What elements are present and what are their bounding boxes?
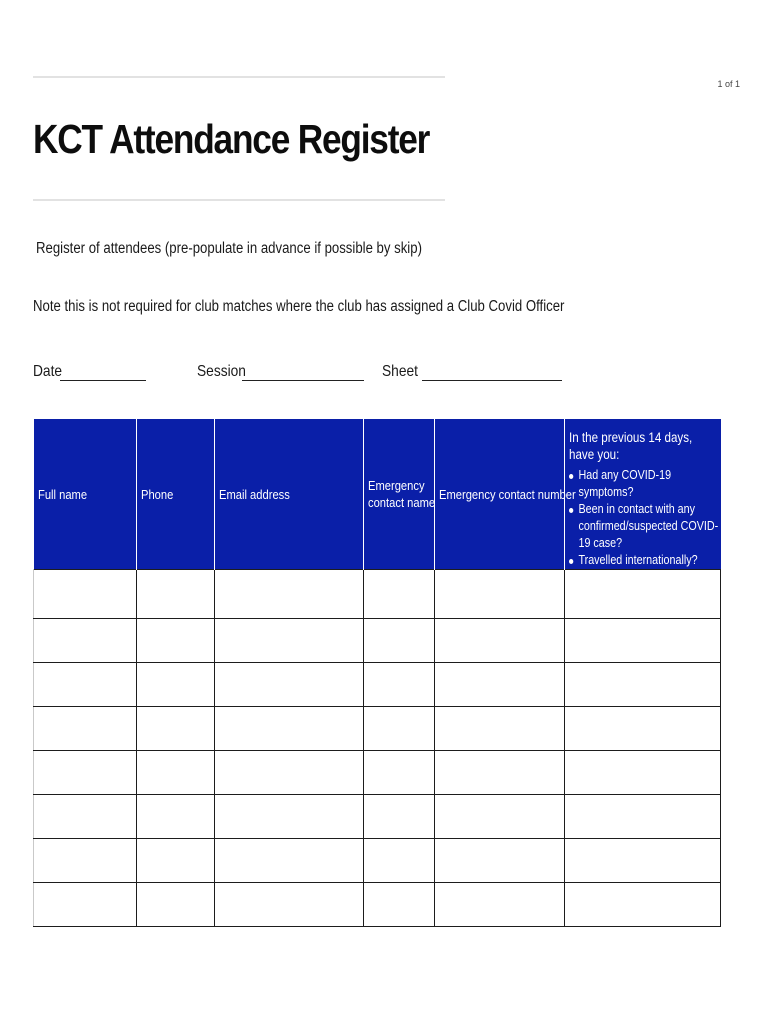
email-cell[interactable] xyxy=(215,707,364,751)
table-row xyxy=(34,751,721,795)
page-number: 1 of 1 xyxy=(717,79,740,89)
register-description: Register of attendees (pre-populate in advance if possible by skip) xyxy=(36,240,422,257)
header-phone: Phone xyxy=(137,419,215,570)
covid-answer-cell[interactable] xyxy=(565,883,721,927)
session-field[interactable] xyxy=(197,362,364,381)
table-row xyxy=(34,883,721,927)
emergency-name-cell[interactable] xyxy=(364,751,435,795)
emergency-number-cell[interactable] xyxy=(435,619,565,663)
table-row xyxy=(34,619,721,663)
full-name-cell[interactable] xyxy=(34,570,137,619)
covid-answer-cell[interactable] xyxy=(565,707,721,751)
phone-cell[interactable] xyxy=(137,795,215,839)
emergency-name-cell[interactable] xyxy=(364,883,435,927)
emergency-name-cell[interactable] xyxy=(364,707,435,751)
covid-question-contact: Been in contact with any confirmed/suspected COVID-19 case? xyxy=(569,501,720,552)
document-title: KCT Attendance Register xyxy=(33,116,430,162)
full-name-cell[interactable] xyxy=(34,839,137,883)
phone-cell[interactable] xyxy=(137,839,215,883)
phone-cell[interactable] xyxy=(137,619,215,663)
full-name-cell[interactable] xyxy=(34,795,137,839)
email-cell[interactable] xyxy=(215,619,364,663)
covid-answer-cell[interactable] xyxy=(565,839,721,883)
email-cell[interactable] xyxy=(215,839,364,883)
covid-answer-cell[interactable] xyxy=(565,663,721,707)
date-label: Date xyxy=(33,363,63,380)
header-emergency-contact-name: Emergency contact name xyxy=(364,419,435,570)
header-email-address: Email address xyxy=(215,419,364,570)
full-name-cell[interactable] xyxy=(34,663,137,707)
emergency-number-cell[interactable] xyxy=(435,795,565,839)
phone-cell[interactable] xyxy=(137,663,215,707)
header-covid-questions xyxy=(565,419,721,570)
email-cell[interactable] xyxy=(215,570,364,619)
covid-question-travel: Travelled internationally? xyxy=(569,552,720,569)
covid-answer-cell[interactable] xyxy=(565,751,721,795)
covid-question-list xyxy=(569,467,720,569)
emergency-number-cell[interactable] xyxy=(435,570,565,619)
emergency-number-cell[interactable] xyxy=(435,663,565,707)
header-emergency-contact-number: Emergency contact number xyxy=(435,419,565,570)
covid-answer-cell[interactable] xyxy=(565,619,721,663)
emergency-name-cell[interactable] xyxy=(364,839,435,883)
phone-cell[interactable] xyxy=(137,570,215,619)
covid-question-symptoms: Had any COVID-19 symptoms? xyxy=(569,467,720,501)
sheet-label: Sheet xyxy=(382,363,418,380)
email-cell[interactable] xyxy=(215,795,364,839)
table-row xyxy=(34,795,721,839)
session-label: Session xyxy=(197,363,246,380)
attendee-rows xyxy=(34,570,721,927)
sheet-field[interactable] xyxy=(382,362,562,381)
phone-cell[interactable] xyxy=(137,751,215,795)
emergency-number-cell[interactable] xyxy=(435,883,565,927)
full-name-cell[interactable] xyxy=(34,619,137,663)
table-row xyxy=(34,663,721,707)
covid-answer-cell[interactable] xyxy=(565,570,721,619)
emergency-number-cell[interactable] xyxy=(435,707,565,751)
full-name-cell[interactable] xyxy=(34,707,137,751)
table-header-row xyxy=(34,419,721,570)
phone-cell[interactable] xyxy=(137,883,215,927)
table-row xyxy=(34,839,721,883)
emergency-name-cell[interactable] xyxy=(364,795,435,839)
full-name-cell[interactable] xyxy=(34,883,137,927)
attendance-table xyxy=(33,419,721,927)
email-cell[interactable] xyxy=(215,751,364,795)
top-divider xyxy=(33,76,445,78)
table-row xyxy=(34,570,721,619)
emergency-number-cell[interactable] xyxy=(435,839,565,883)
phone-cell[interactable] xyxy=(137,707,215,751)
email-cell[interactable] xyxy=(215,883,364,927)
club-covid-note: Note this is not required for club matches where the club has assigned a Club Covid Officer xyxy=(33,298,565,315)
emergency-number-cell[interactable] xyxy=(435,751,565,795)
emergency-name-cell[interactable] xyxy=(364,663,435,707)
email-cell[interactable] xyxy=(215,663,364,707)
date-blank-line[interactable] xyxy=(60,362,146,381)
header-full-name: Full name xyxy=(34,419,137,570)
emergency-name-cell[interactable] xyxy=(364,619,435,663)
covid-answer-cell[interactable] xyxy=(565,795,721,839)
date-field[interactable] xyxy=(33,362,146,381)
emergency-name-cell[interactable] xyxy=(364,570,435,619)
sheet-blank-line[interactable] xyxy=(422,362,562,381)
title-divider xyxy=(33,199,445,201)
table-row xyxy=(34,707,721,751)
covid-question-title: In the previous 14 days, have you: xyxy=(569,430,693,462)
session-blank-line[interactable] xyxy=(242,362,364,381)
full-name-cell[interactable] xyxy=(34,751,137,795)
